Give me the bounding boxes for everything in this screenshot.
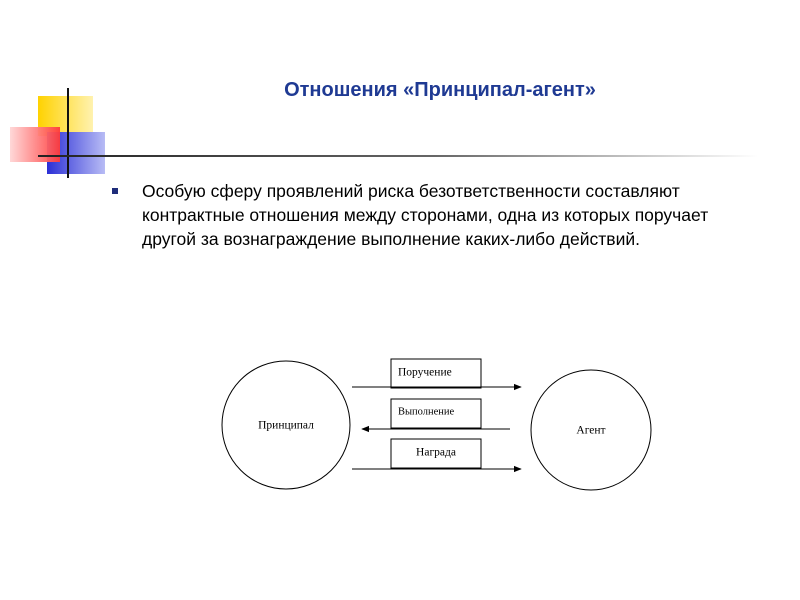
agent-label: Агент [576,424,606,437]
slide-title: Отношения «Принципал-агент» [284,79,596,101]
flow-label-reward: Награда [416,446,456,459]
flow-label-assignment: Поручение [398,366,452,379]
bullet-text: Особую сферу проявлений риска безответственности составляют контрактные отношения между сторонами, одна из которых поручает другой за вознаграждение выполнение каких-либо действий. [142,181,709,249]
flow-label-execution: Выполнение [398,406,455,418]
principal-label: Принципал [258,419,314,432]
